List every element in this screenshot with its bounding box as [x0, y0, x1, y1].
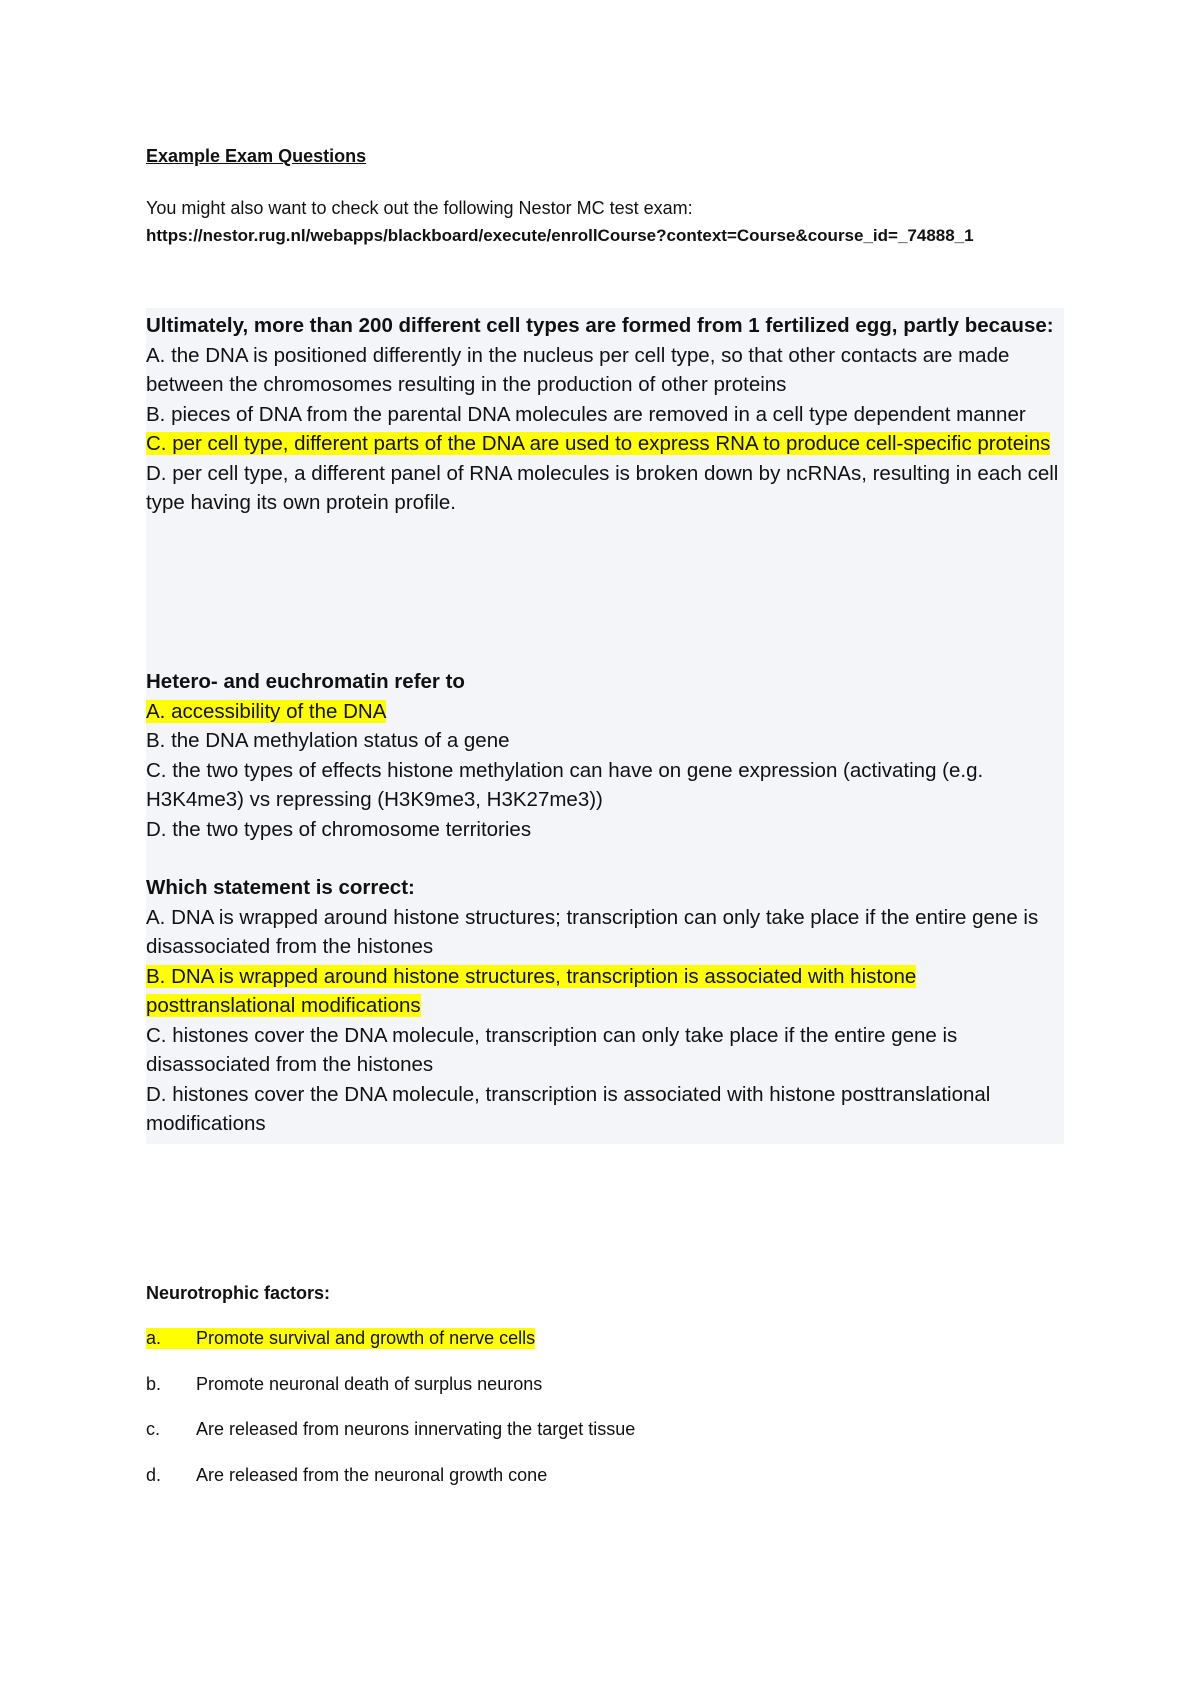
option-b: B. the DNA methylation status of a gene [146, 729, 510, 752]
option-letter: c. [146, 1419, 161, 1439]
option-letter: b. [146, 1374, 162, 1394]
option-a: A. the DNA is positioned differently in the nucleus per cell type, so that other contacts are made between the chromosomes resulting in the production of other proteins [146, 343, 1010, 396]
nestor-exam-link[interactable]: https://nestor.rug.nl/webapps/blackboard/execute/enrollCourse?context=Course&course_id=_74888_1 [146, 226, 974, 245]
question-4-option-a [146, 1328, 535, 1349]
question-4-option-b [146, 1374, 542, 1395]
option-a-highlighted: A. accessibility of the DNA [146, 699, 387, 723]
question-4-stem: Neurotrophic factors: [146, 1283, 331, 1303]
option-text: Are released from the neuronal growth cone [196, 1465, 548, 1485]
question-2 [146, 667, 1066, 844]
question-stem: Which statement is correct: [146, 876, 415, 899]
option-d: D. histones cover the DNA molecule, transcription is associated with histone posttranslational modifications [146, 1082, 991, 1135]
option-letter: a. [146, 1328, 162, 1348]
option-text: Promote neuronal death of surplus neurons [196, 1374, 543, 1394]
option-d: D. per cell type, a different panel of RNA molecules is broken down by ncRNAs, resulting in each cell type having its own protein profile. [146, 461, 1059, 514]
page-title: Example Exam Questions [146, 146, 367, 166]
option-a: A. DNA is wrapped around histone structures; transcription can only take place if the entire gene is disassociated from the histones [146, 905, 1039, 958]
option-b: B. pieces of DNA from the parental DNA molecules are removed in a cell type dependent manner [146, 402, 1026, 426]
question-3 [146, 873, 1066, 1139]
question-1 [146, 311, 1066, 518]
option-c: C. histones cover the DNA molecule, transcription can only take place if the entire gene is disassociated from the histones [146, 1023, 958, 1076]
option-text: Promote survival and growth of nerve cells [196, 1328, 536, 1348]
option-c-highlighted: C. per cell type, different parts of the DNA are used to express RNA to produce cell-specific proteins [146, 432, 1051, 455]
question-4-option-d [146, 1465, 547, 1486]
question-stem: Ultimately, more than 200 different cell types are formed from 1 fertilized egg, partly because: [146, 314, 1054, 337]
option-b-highlighted: B. DNA is wrapped around histone structures, transcription is associated with histone posttranslational modifications [146, 964, 917, 1017]
intro-text: You might also want to check out the following Nestor MC test exam: [146, 198, 693, 218]
question-4-option-c [146, 1419, 635, 1440]
intro-paragraph [146, 194, 974, 250]
option-text: Are released from neurons innervating the target tissue [196, 1419, 636, 1439]
option-letter: d. [146, 1465, 162, 1485]
option-c: C. the two types of effects histone methylation can have on gene expression (activating (e.g. H3K4me3) vs repressing (H3K9me3, H3K27me3)) [146, 758, 984, 811]
question-stem: Hetero- and euchromatin refer to [146, 670, 465, 693]
option-a-highlighted [146, 1328, 535, 1349]
option-d: D. the two types of chromosome territories [146, 817, 532, 841]
